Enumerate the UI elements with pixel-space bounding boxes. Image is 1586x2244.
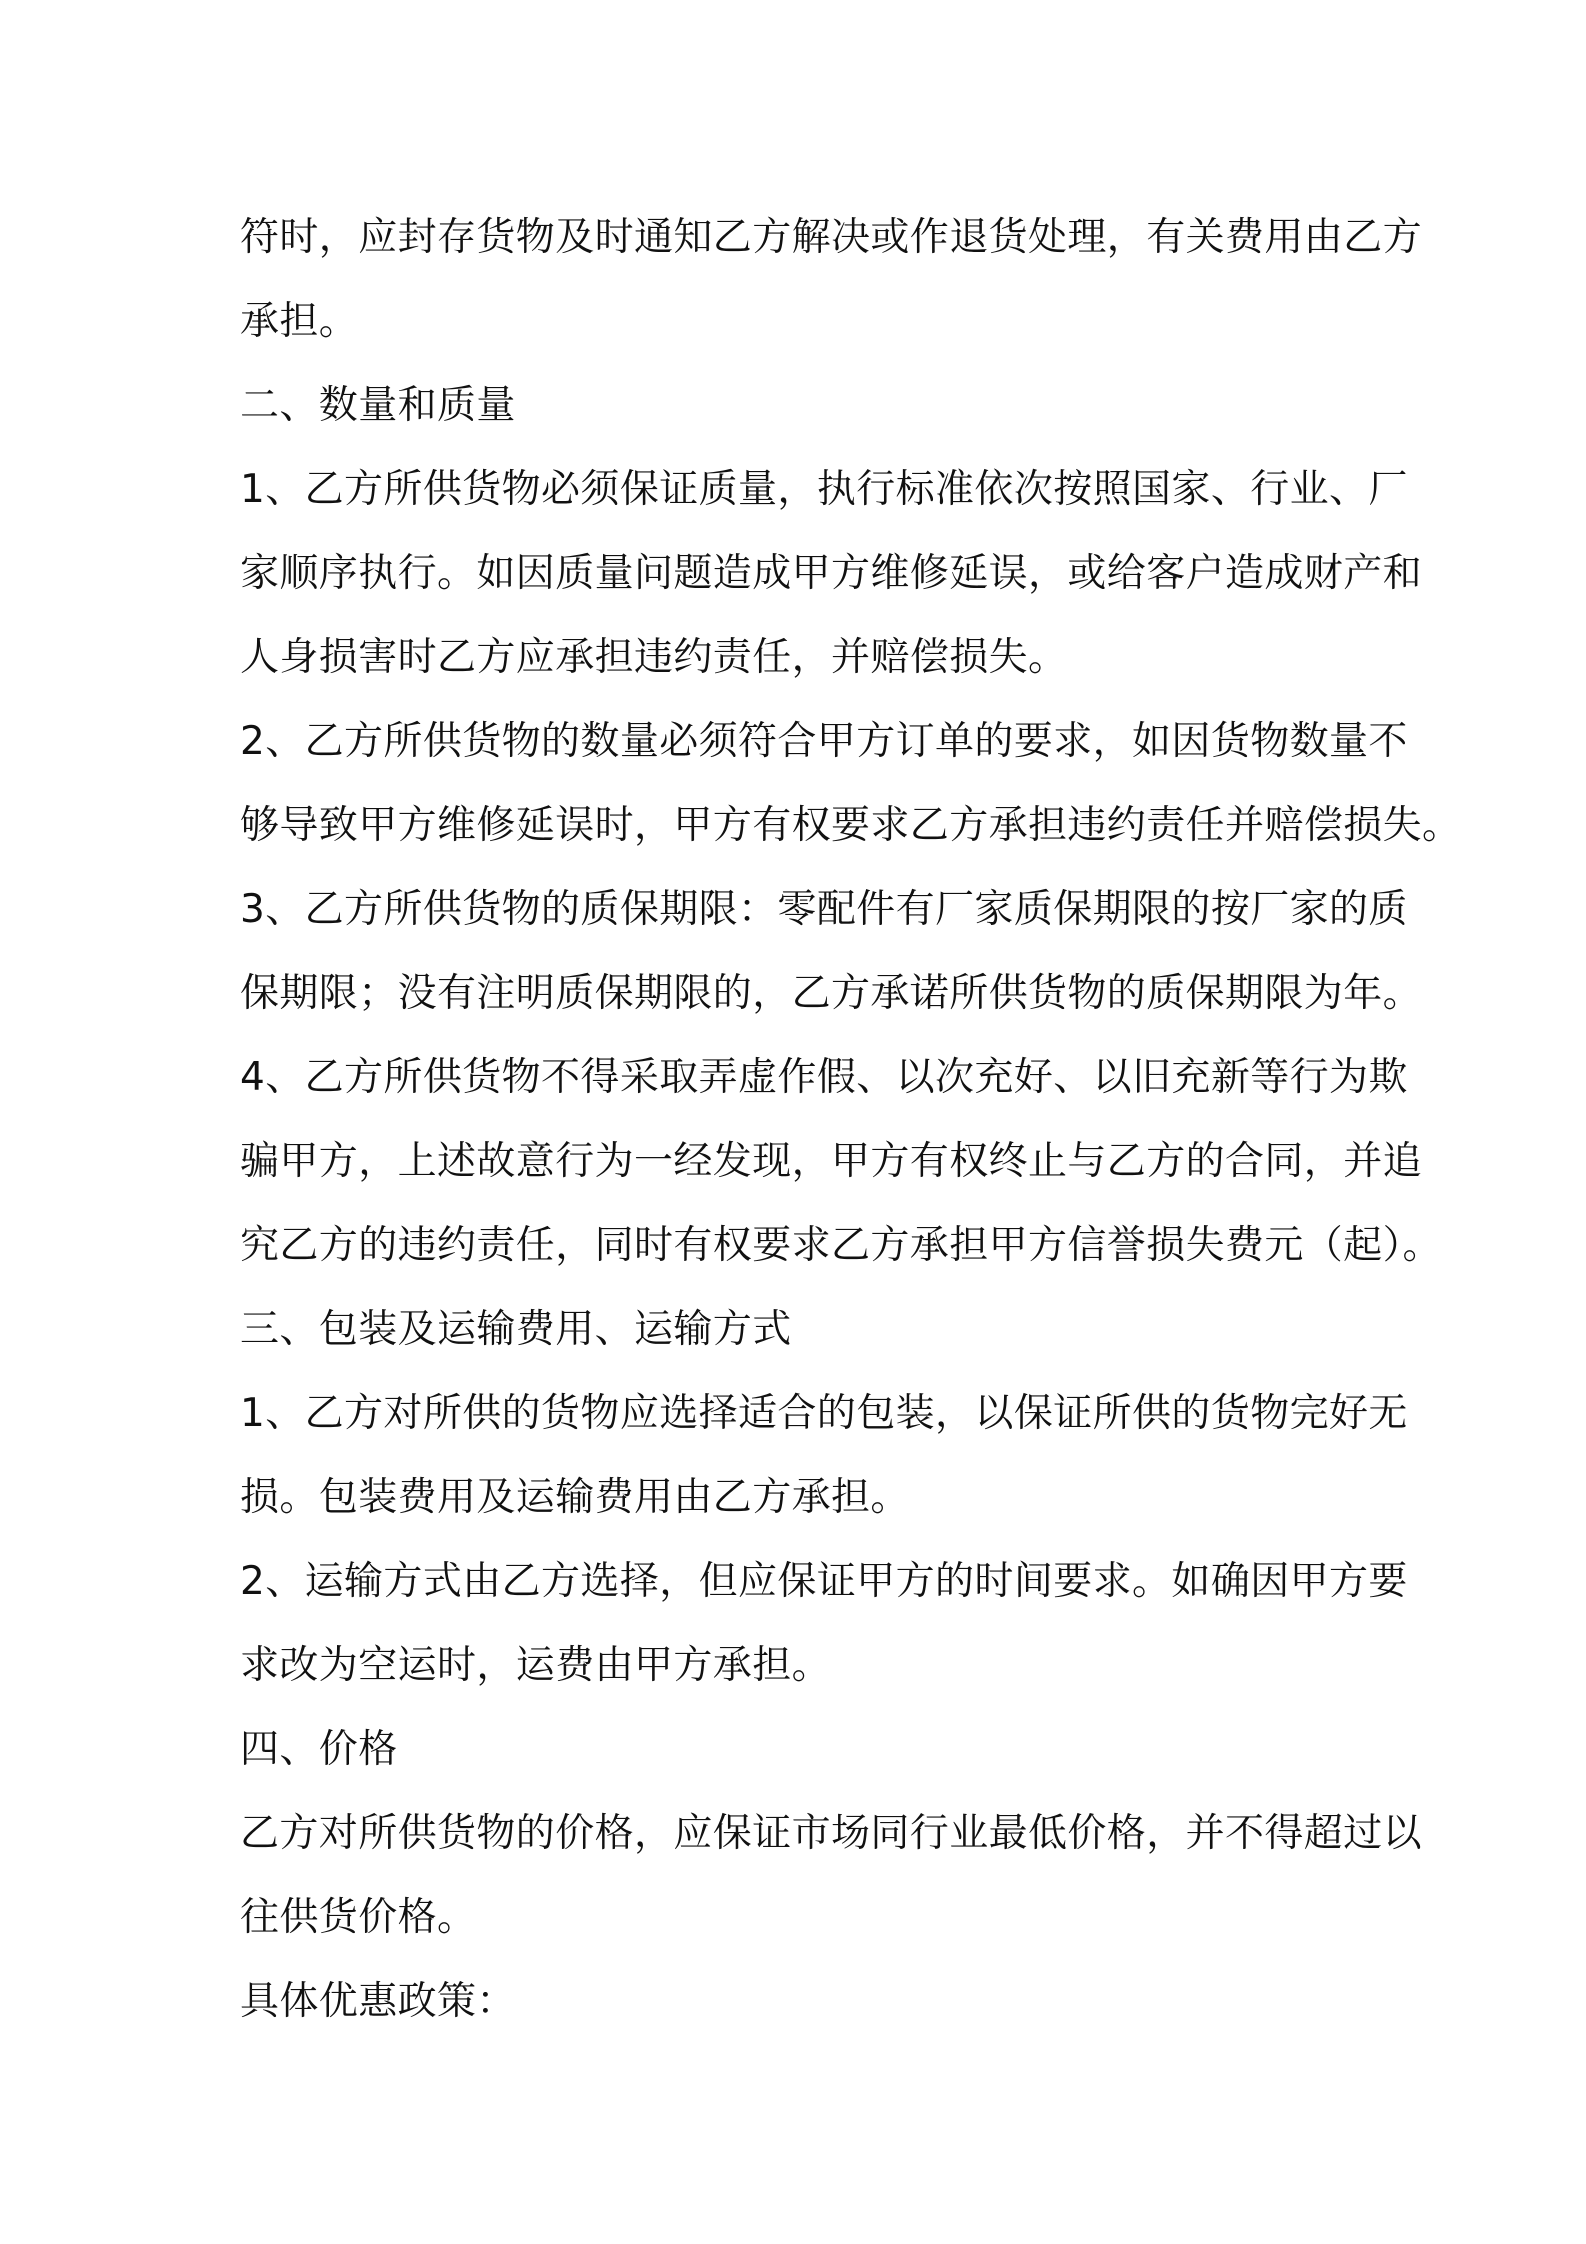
text-line: 1、乙方所供货物必须保证质量，执行标准依次按照国家、行业、厂: [240, 467, 1408, 512]
text-line: 骗甲方，上述故意行为一经发现，甲方有权终止与乙方的合同，并追: [240, 1139, 1423, 1184]
section-heading: 三、包装及运输费用、运输方式: [240, 1307, 792, 1352]
text-line: 2、运输方式由乙方选择，但应保证甲方的时间要求。如确因甲方要: [240, 1559, 1408, 1604]
text-line: 家顺序执行。如因质量问题造成甲方维修延误，或给客户造成财产和: [240, 551, 1423, 596]
text-line: 符时，应封存货物及时通知乙方解决或作退货处理，有关费用由乙方: [240, 215, 1423, 260]
text-line: 求改为空运时，运费由甲方承担。: [240, 1643, 832, 1688]
document-body: [240, 196, 1462, 2044]
text-line: 2、乙方所供货物的数量必须符合甲方订单的要求，如因货物数量不: [240, 719, 1408, 764]
section-heading: 二、数量和质量: [240, 383, 516, 428]
text-line: 承担。: [240, 299, 359, 344]
section-heading: 四、价格: [240, 1727, 398, 1772]
text-line: 往供货价格。: [240, 1895, 477, 1940]
text-line: 4、乙方所供货物不得采取弄虚作假、以次充好、以旧充新等行为欺: [240, 1055, 1408, 1100]
text-line: 具体优惠政策：: [240, 1979, 516, 2024]
text-line: 1、乙方对所供的货物应选择适合的包装，以保证所供的货物完好无: [240, 1391, 1408, 1436]
text-line: 人身损害时乙方应承担违约责任，并赔偿损失。: [240, 635, 1068, 680]
text-line: 保期限；没有注明质保期限的，乙方承诺所供货物的质保期限为年。: [240, 971, 1423, 1016]
text-line: 乙方对所供货物的价格，应保证市场同行业最低价格，并不得超过以: [240, 1811, 1423, 1856]
text-line: 3、乙方所供货物的质保期限：零配件有厂家质保期限的按厂家的质: [240, 887, 1408, 932]
text-line: 够导致甲方维修延误时，甲方有权要求乙方承担违约责任并赔偿损失。: [240, 803, 1462, 848]
text-line: 损。包装费用及运输费用由乙方承担。: [240, 1475, 910, 1520]
text-line: 究乙方的违约责任，同时有权要求乙方承担甲方信誉损失费元（起）。: [240, 1223, 1442, 1268]
